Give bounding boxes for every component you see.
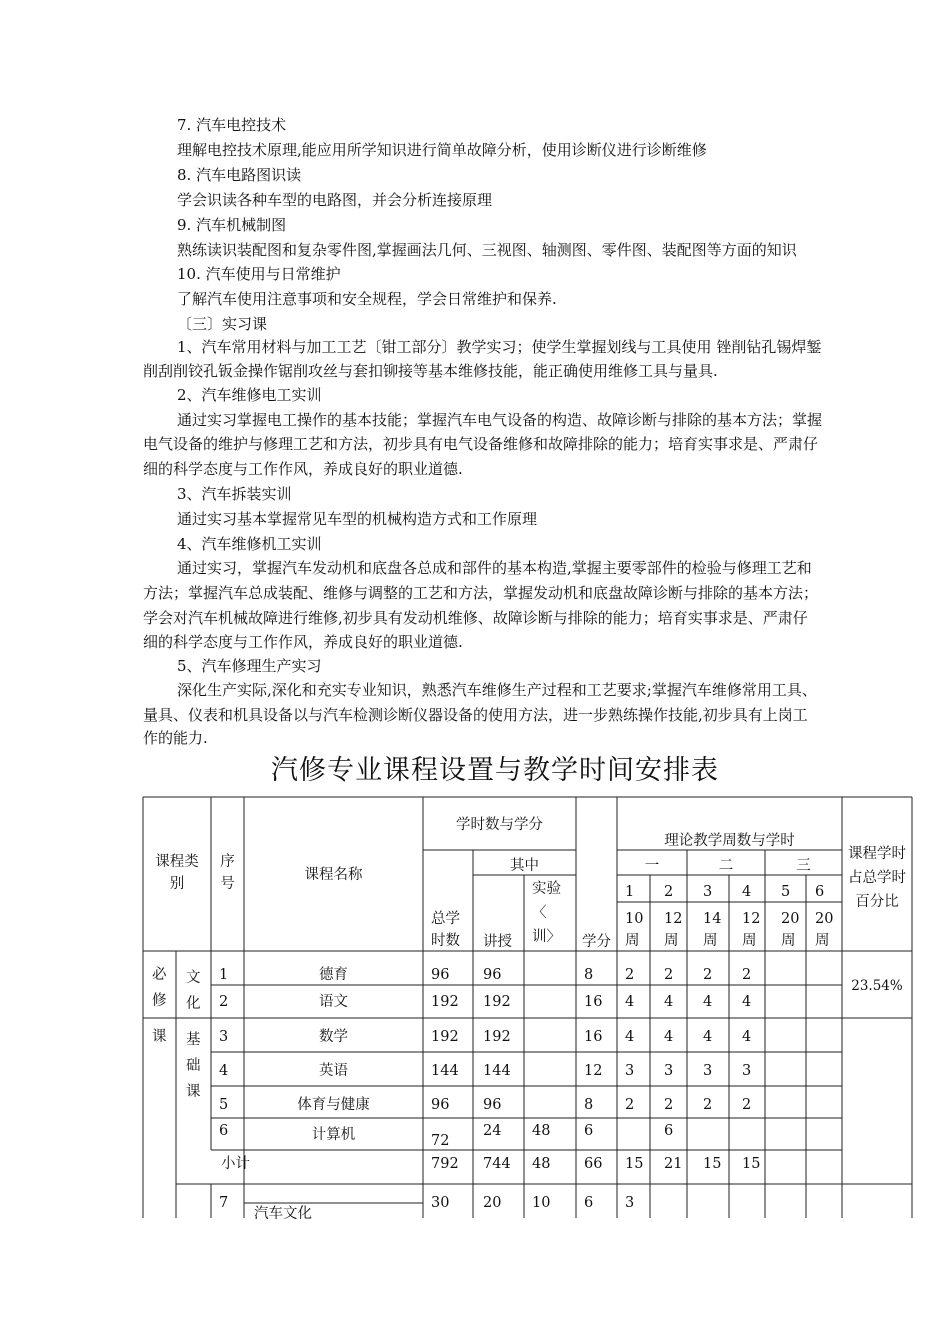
para-line: 通过实习，掌握汽车发动机和底盘各总成和部件的基本构造,掌握主要零部件的检验与修理工艺和 (177, 559, 812, 577)
para-line: 学会识读各种车型的电路图，并会分析连接原理 (177, 191, 493, 209)
row-term-hours: 4 (742, 1029, 752, 1045)
header-term: 2 (664, 884, 674, 900)
row-term-hours: 3 (625, 1195, 635, 1211)
row-credits: 8 (584, 967, 594, 983)
row-course-name: 计算机 (311, 1127, 356, 1143)
row-lecture: 20 (483, 1195, 502, 1211)
row-term-hours: 4 (625, 1029, 635, 1045)
header-weeks: 10 周 (625, 911, 644, 949)
subtotal-term-hours: 15 (703, 1156, 722, 1172)
row-course-name: 英语 (319, 1063, 348, 1079)
row-no: 2 (219, 994, 229, 1010)
row-term-hours: 2 (742, 1097, 752, 1113)
para-line: 2、汽车维修电工实训 (177, 386, 322, 404)
header-year-1: 一 (644, 858, 660, 874)
para-line: 电气设备的维护与修理工艺和方法，初步具有电气设备维修和故障排除的能力；培育实事求是、严肃仔 (143, 435, 819, 453)
para-line: 了解汽车使用注意事项和安全规程，学会日常维护和保养. (177, 290, 557, 308)
para-line: 4、汽车维修机工实训 (177, 535, 322, 553)
para-line: 细的科学态度与工作作风，养成良好的职业道德. (143, 460, 463, 478)
para-line: 通过实习掌握电工操作的基本技能；掌握汽车电气设备的构造、故障诊断与排除的基本方法；掌握 (177, 411, 823, 429)
para-line: 量具、仪表和机具设备以与汽车检测诊断仪器设备的使用方法，进一步熟练操作技能,初步具有上岗工 (143, 706, 808, 724)
row-practice: 10 (532, 1195, 551, 1211)
row-no: 6 (219, 1123, 229, 1139)
header-weeks: 20 周 (815, 911, 834, 949)
para-line: 深化生产实际,深化和充实专业知识，熟悉汽车维修生产过程和工艺要求;掌握汽车维修常用工具、 (177, 681, 817, 699)
header-year-2: 二 (718, 858, 734, 874)
row-term-hours: 4 (742, 994, 752, 1010)
row-practice: 48 (532, 1123, 551, 1139)
row-course-name: 德育 (319, 967, 348, 983)
group-bi: 必 (152, 967, 167, 983)
header-category: 课程类 别 (155, 854, 199, 892)
row-no: 4 (219, 1063, 229, 1079)
subtotal-credits: 66 (584, 1156, 603, 1172)
row-term-hours: 4 (664, 994, 674, 1010)
header-term: 3 (703, 884, 713, 900)
row-percent: 23.54% (851, 978, 903, 994)
row-term-hours: 2 (664, 1097, 674, 1113)
row-course-name: 数学 (319, 1029, 348, 1045)
para-line: 理解电控技术原理,能应用所学知识进行简单故障分析，使用诊断仪进行诊断维修 (177, 141, 707, 159)
row-course-name: 语文 (319, 994, 348, 1010)
row-credits: 6 (584, 1123, 594, 1139)
header-weeks: 12 周 (664, 911, 683, 949)
header-term: 5 (781, 884, 791, 900)
row-no: 3 (219, 1029, 229, 1045)
row-no: 5 (219, 1097, 229, 1113)
group-basic: 基 础 课 (186, 1032, 201, 1100)
row-term-hours: 4 (703, 994, 713, 1010)
row-term-hours: 4 (703, 1029, 713, 1045)
row-term-hours: 2 (742, 967, 752, 983)
row-credits: 12 (584, 1063, 603, 1079)
header-weekly: 理论教学周数与学时 (664, 833, 795, 849)
row-no: 7 (219, 1195, 229, 1211)
para-line: 作的能力. (143, 729, 208, 747)
group-xiu: 修 (152, 993, 167, 1009)
para-line: 10. 汽车使用与日常维护 (177, 265, 341, 283)
header-credits: 学分 (582, 934, 611, 950)
row-credits: 8 (584, 1097, 594, 1113)
row-term-hours: 3 (703, 1063, 713, 1079)
header-practice: 实验 〈 训〉 (532, 881, 561, 945)
para-line: 削刮削铰孔钣金操作锯削攻丝与套扣铆接等基本维修技能，能正确使用维修工具与量具. (143, 362, 718, 380)
para-line: 7. 汽车电控技术 (177, 116, 287, 134)
header-weeks: 12 周 (742, 911, 761, 949)
para-line: 熟练读识装配图和复杂零件图,掌握画法几何、三视图、轴测图、零件图、装配图等方面的知识 (177, 241, 797, 259)
row-total: 192 (431, 1029, 459, 1045)
group-culture: 文 化 (186, 970, 201, 1012)
subtotal-lecture: 744 (483, 1156, 511, 1172)
row-term-hours: 2 (625, 1097, 635, 1113)
row-total: 96 (431, 1097, 450, 1113)
header-of-which: 其中 (510, 858, 539, 874)
subtotal-practice: 48 (532, 1156, 551, 1172)
header-seq: 序 号 (220, 854, 235, 892)
row-credits: 16 (584, 1029, 603, 1045)
para-line: 方法；掌握汽车总成装配、维修与调整的工艺和方法，掌握发动机和底盘故障诊断与排除的基本方法； (143, 584, 819, 602)
header-term: 4 (742, 884, 752, 900)
header-total-hours: 总学 时数 (431, 911, 460, 949)
row-lecture: 192 (483, 1029, 511, 1045)
table-title: 汽修专业课程设置与教学时间安排表 (271, 755, 719, 786)
header-term: 6 (815, 884, 825, 900)
para-line: 8. 汽车电路图识读 (177, 166, 302, 184)
para-line: 通过实习基本掌握常见车型的机械构造方式和工作原理 (177, 510, 538, 528)
row-term-hours: 4 (664, 1029, 674, 1045)
header-year-3: 三 (796, 858, 811, 874)
row-term-hours: 4 (625, 994, 635, 1010)
row-lecture: 96 (483, 1097, 502, 1113)
para-line: 9. 汽车机械制图 (177, 216, 287, 234)
row-course-name: 汽车文化 (254, 1206, 312, 1222)
row-lecture: 144 (483, 1063, 511, 1079)
row-lecture: 24 (483, 1123, 502, 1139)
para-line: 细的科学态度与工作作风，养成良好的职业道德. (143, 633, 463, 651)
row-term-hours: 2 (703, 1097, 713, 1113)
header-course-name: 课程名称 (304, 867, 363, 883)
row-total: 144 (431, 1063, 459, 1079)
para-line: 5、汽车修理生产实习 (177, 657, 322, 675)
para-line: 3、汽车拆装实训 (177, 485, 292, 503)
header-term: 1 (625, 884, 635, 900)
para-line: 1、汽车常用材料与加工工艺〔钳工部分〕教学实习；使学生掌握划线与工具使用 锉削钻孔锡焊錾 (177, 338, 822, 356)
row-lecture: 192 (483, 994, 511, 1010)
row-total: 192 (431, 994, 459, 1010)
group-ke: 课 (152, 1029, 167, 1045)
subtotal-term-hours: 15 (742, 1156, 761, 1172)
header-percent: 课程学时 占总学时 百分比 (848, 846, 906, 910)
header-weeks: 14 周 (703, 911, 722, 949)
row-no: 1 (219, 967, 229, 983)
subtotal-total: 792 (431, 1156, 459, 1172)
para-line: 〔三〕实习课 (177, 315, 268, 333)
para-line: 学会对汽车机械故障进行维修,初步具有发动机维修、故障诊断与排除的能力；培育实事求是、严肃仔 (143, 609, 808, 627)
row-term-hours: 3 (625, 1063, 635, 1079)
row-term-hours: 2 (703, 967, 713, 983)
row-term-hours: 2 (625, 967, 635, 983)
header-hours-credits: 学时数与学分 (456, 817, 543, 833)
subtotal-term-hours: 21 (664, 1156, 683, 1172)
row-credits: 6 (584, 1195, 594, 1211)
row-course-name: 体育与健康 (297, 1097, 370, 1113)
row-term-hours: 3 (664, 1063, 674, 1079)
subtotal-term-hours: 15 (625, 1156, 644, 1172)
subtotal-label: 小计 (221, 1156, 250, 1172)
header-weeks: 20 周 (781, 911, 800, 949)
row-total: 72 (431, 1133, 450, 1149)
row-total: 30 (431, 1195, 450, 1211)
header-lecture: 讲授 (483, 934, 512, 950)
row-term-hours: 2 (664, 967, 674, 983)
row-term-hours: 6 (664, 1123, 674, 1139)
row-credits: 16 (584, 994, 603, 1010)
row-term-hours: 3 (742, 1063, 752, 1079)
row-lecture: 96 (483, 967, 502, 983)
row-total: 96 (431, 967, 450, 983)
